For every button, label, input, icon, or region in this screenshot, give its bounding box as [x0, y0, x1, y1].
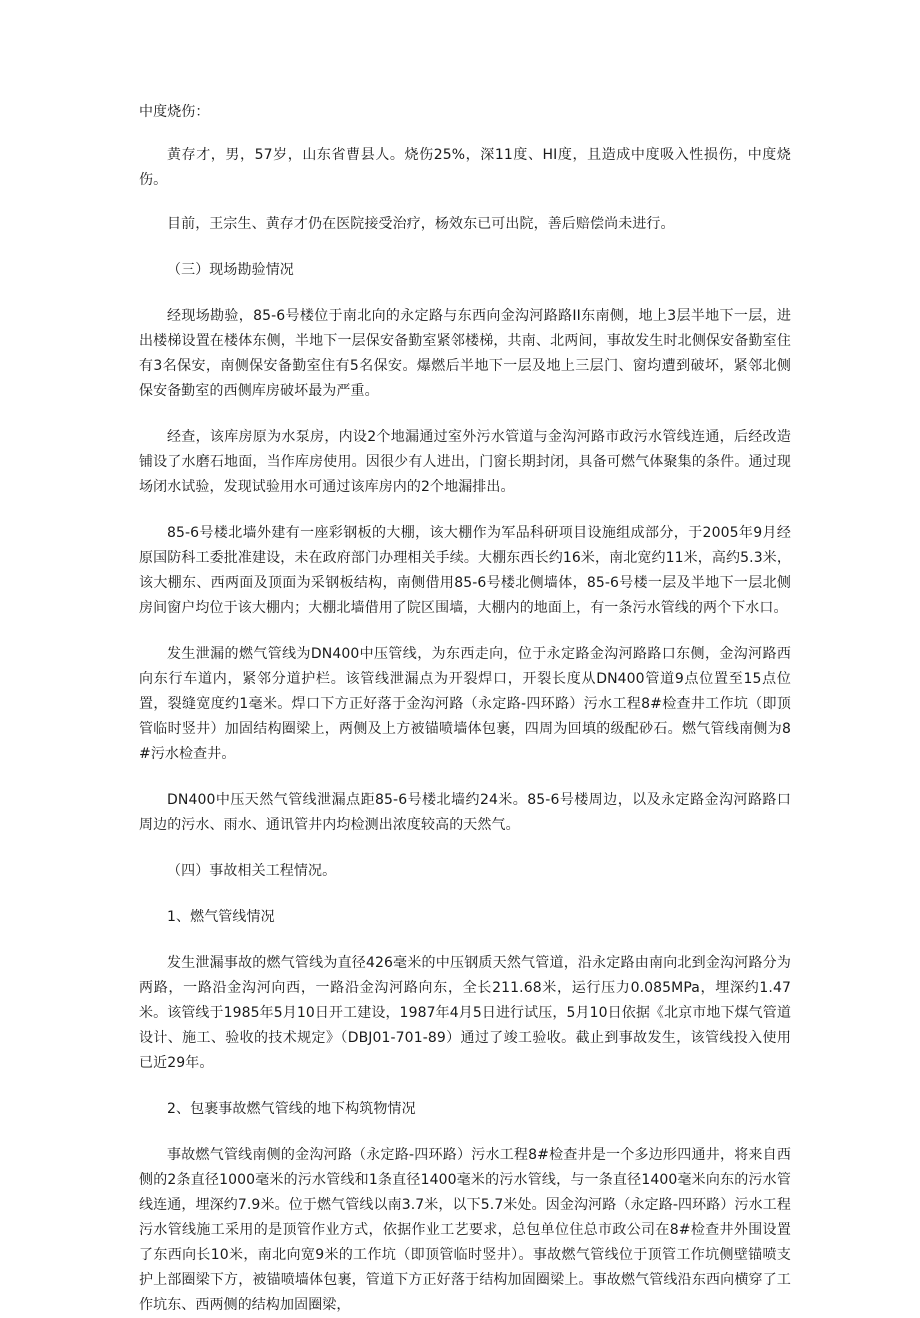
paragraph-shed: 85-6号楼北墙外建有一座彩钢板的大棚，该大棚作为军品科研项目设施组成部分，于2005年9月经原国防科工委批准建设，未在政府部门办理相关手续。大棚东西长约16米，南北宽约11米，高约5.3米，该大棚东、西两面及顶面为采钢板结构，南侧借用85-6号楼北侧墙体，85-6号楼一层及半地下一层北侧房间窗户均位于该大棚内；大棚北墙借用了院区围墙，大棚内的地面上，有一条污水管线的两个下水口。	[139, 525, 791, 616]
paragraph-leak-distance: DN400中压天然气管线泄漏点距85-6号楼北墙约24米。85-6号楼周边，以及永定路金沟河路路口周边的污水、雨水、通讯管井内均检测出浓度较高的天然气。	[139, 792, 791, 833]
paragraph-underground-structure: 事故燃气管线南侧的金沟河路（永定路-四环路）污水工程8#检查井是一个多边形四通井，将来自西侧的2条直径1000毫米的污水管线和1条直径1400毫米的污水管线，与一条直径1400毫米向东的污水管线连通，埋深约7.9米。位于燃气管线以南3.7米，以下5.7米处。因金沟河路（永定路-四环路）污水工程污水管线施工采用的是顶管作业方式，依据作业工艺要求，总包单位住总市政公司在8#检查井外围设置了东西向长10米，南北向宽9米的工作坑（即顶管临时竖井）。事故燃气管线位于顶管工作坑侧壁锚喷支护上部圈梁下方，被锚喷墙体包裹，管道下方正好落于结构加固圈梁上。事故燃气管线沿东西向横穿了工作坑东、西两侧的结构加固圈梁，	[139, 1147, 791, 1313]
subheading-gas-pipeline: 1、燃气管线情况	[167, 909, 275, 925]
document-body	[139, 100, 791, 1318]
paragraph-storeroom: 经查，该库房原为水泵房，内设2个地漏通过室外污水管道与金沟河路市政污水管线连通，后经改造铺设了水磨石地面，当作库房使用。因很少有人进出，门窗长期封闭，具备可燃气体聚集的条件。通过现场闭水试验，发现试验用水可通过该库房内的2个地漏排出。	[139, 429, 791, 495]
subheading-underground-structure: 2、包裹事故燃气管线的地下构筑物情况	[167, 1101, 416, 1117]
paragraph-huang-cuncai: 黄存才，男，57岁，山东省曹县人。烧伤25%，深11度、HI度，且造成中度吸入性损伤，中度烧伤。	[139, 147, 791, 188]
paragraph-site-inspection: 经现场勘验，85-6号楼位于南北向的永定路与东西向金沟河路路II东南侧，地上3层半地下一层，进出楼梯设置在楼体东侧，半地下一层保安备勤室紧邻楼梯，共南、北两间，事故发生时北侧保安备勤室住有3名保安，南侧保安备勤室住有5名保安。爆燃后半地下一层及地上三层门、窗均遭到破坏，紧邻北侧保安备勤室的西侧库房破坏最为严重。	[139, 308, 791, 399]
paragraph-leak-pipeline: 发生泄漏的燃气管线为DN400中压管线，为东西走向，位于永定路金沟河路路口东侧，金沟河路西向东行车道内，紧邻分道护栏。该管线泄漏点为开裂焊口，开裂长度从DN400管道9点位置至15点位置，裂缝宽度约1毫米。焊口下方正好落于金沟河路（永定路-四环路）污水工程8#检查井工作坑（即顶管临时竖井）加固结构圈梁上，两侧及上方被锚喷墙体包裹，四周为回填的级配砂石。燃气管线南侧为8#污水检查井。	[139, 646, 791, 762]
paragraph-moderate-burn-label: 中度烧伤：	[139, 104, 210, 120]
section-heading-related-works: （四）事故相关工程情况。	[167, 863, 337, 879]
paragraph-gas-pipeline: 发生泄漏事故的燃气管线为直径426毫米的中压钢质天然气管道，沿永定路由南向北到金沟河路分为两路，一路沿金沟河向西，一路沿金沟河路向东，全长211.68米，运行压力0.085MPa，埋深约1.47米。该管线于1985年5月10日开工建设，1987年4月5日进行试压，5月10日依据《北京市地下煤气管道设计、施工、验收的技术规定》（DBJ01-701-89）通过了竣工验收。截止到事故发生，该管线投入使用已近29年。	[139, 955, 791, 1071]
paragraph-current-status: 目前，王宗生、黄存才仍在医院接受治疗，杨效东已可出院，善后赔偿尚未进行。	[167, 216, 675, 232]
section-heading-site-inspection: （三）现场勘验情况	[167, 262, 294, 278]
